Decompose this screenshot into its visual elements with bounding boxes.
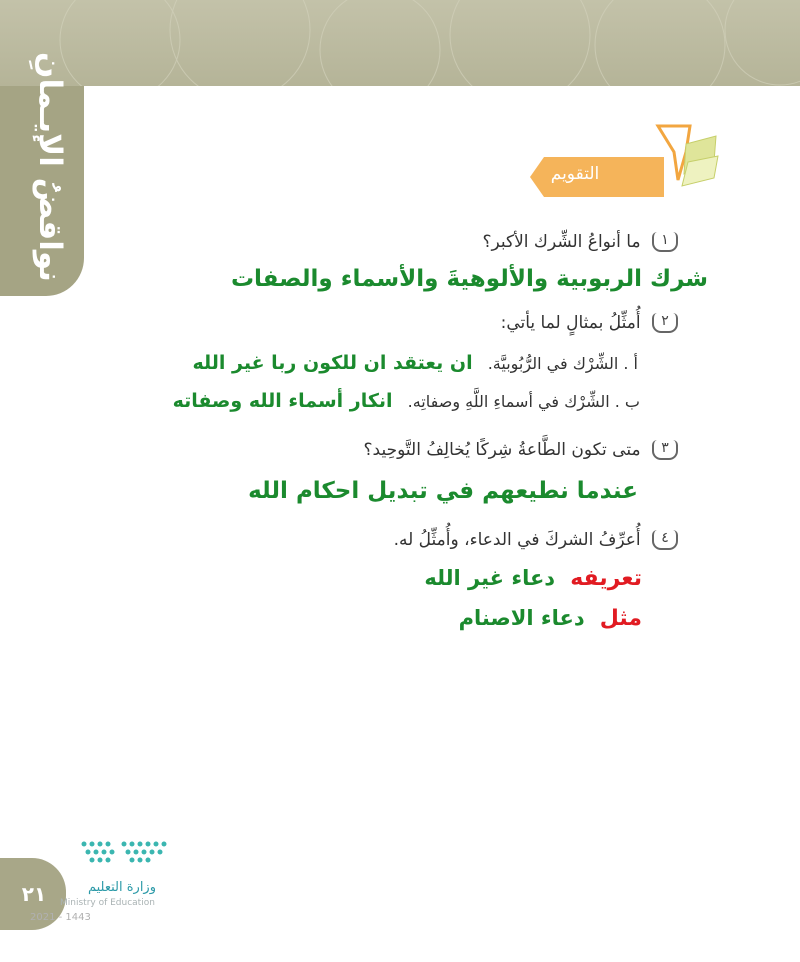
example-answer: دعاء الاصنام bbox=[458, 606, 585, 630]
question-3 bbox=[364, 440, 678, 460]
example-label: مثل bbox=[599, 606, 642, 631]
question-2 bbox=[501, 313, 678, 333]
question-number: ١ bbox=[652, 232, 678, 252]
question-text: أُعرِّفُ الشركَ في الدعاء، وأُمثِّلُ له. bbox=[393, 530, 641, 550]
top-decorative-band bbox=[0, 0, 800, 86]
chapter-title: نواقضُ الإيـمانِ bbox=[32, 52, 68, 282]
edition-year: 2021 - 1443 bbox=[30, 912, 91, 923]
ministry-name-en: Ministry of Education bbox=[60, 898, 155, 908]
answer-3: عندما نطيعهم في تبديل احكام الله bbox=[248, 478, 638, 504]
definition-line bbox=[424, 566, 642, 591]
question-number: ٢ bbox=[652, 313, 678, 333]
answer-1: شرك الربوبية والألوهيةَ والأسماء والصفات bbox=[230, 266, 708, 292]
geometric-pattern-icon bbox=[0, 0, 800, 86]
question-text: ما أنواعُ الشِّرك الأكبر؟ bbox=[482, 232, 641, 252]
item-answer: ان يعتقد ان للكون ربا غير الله bbox=[192, 352, 473, 374]
question-4 bbox=[394, 530, 678, 550]
question-number: ٣ bbox=[652, 440, 678, 460]
item-2b bbox=[173, 390, 640, 412]
item-label: ب . الشِّرْك في أسماءِ اللَّهِ وصفاتِه. bbox=[407, 392, 640, 411]
item-2a bbox=[192, 352, 638, 374]
definition-label: تعريفه bbox=[570, 566, 642, 591]
example-line bbox=[459, 606, 642, 631]
item-answer: انكار أسماء الله وصفاته bbox=[172, 390, 393, 412]
question-1 bbox=[482, 232, 678, 252]
ministry-logo-icon bbox=[78, 836, 174, 876]
ministry-name-ar: وزارة التعليم bbox=[87, 880, 156, 895]
item-label: أ . الشِّرْك في الرُّبُوبيَّة. bbox=[487, 354, 638, 373]
question-text: أُمثِّلُ بمثالٍ لما يأتي: bbox=[500, 313, 641, 333]
question-number: ٤ bbox=[652, 530, 678, 550]
question-text: متى تكون الطَّاعةُ شِركًا يُخالِفُ التَّوحِيد؟ bbox=[363, 440, 641, 460]
page-number: ٢١ bbox=[21, 882, 47, 906]
definition-answer: دعاء غير الله bbox=[424, 566, 556, 590]
section-label: التقويم bbox=[550, 164, 600, 184]
